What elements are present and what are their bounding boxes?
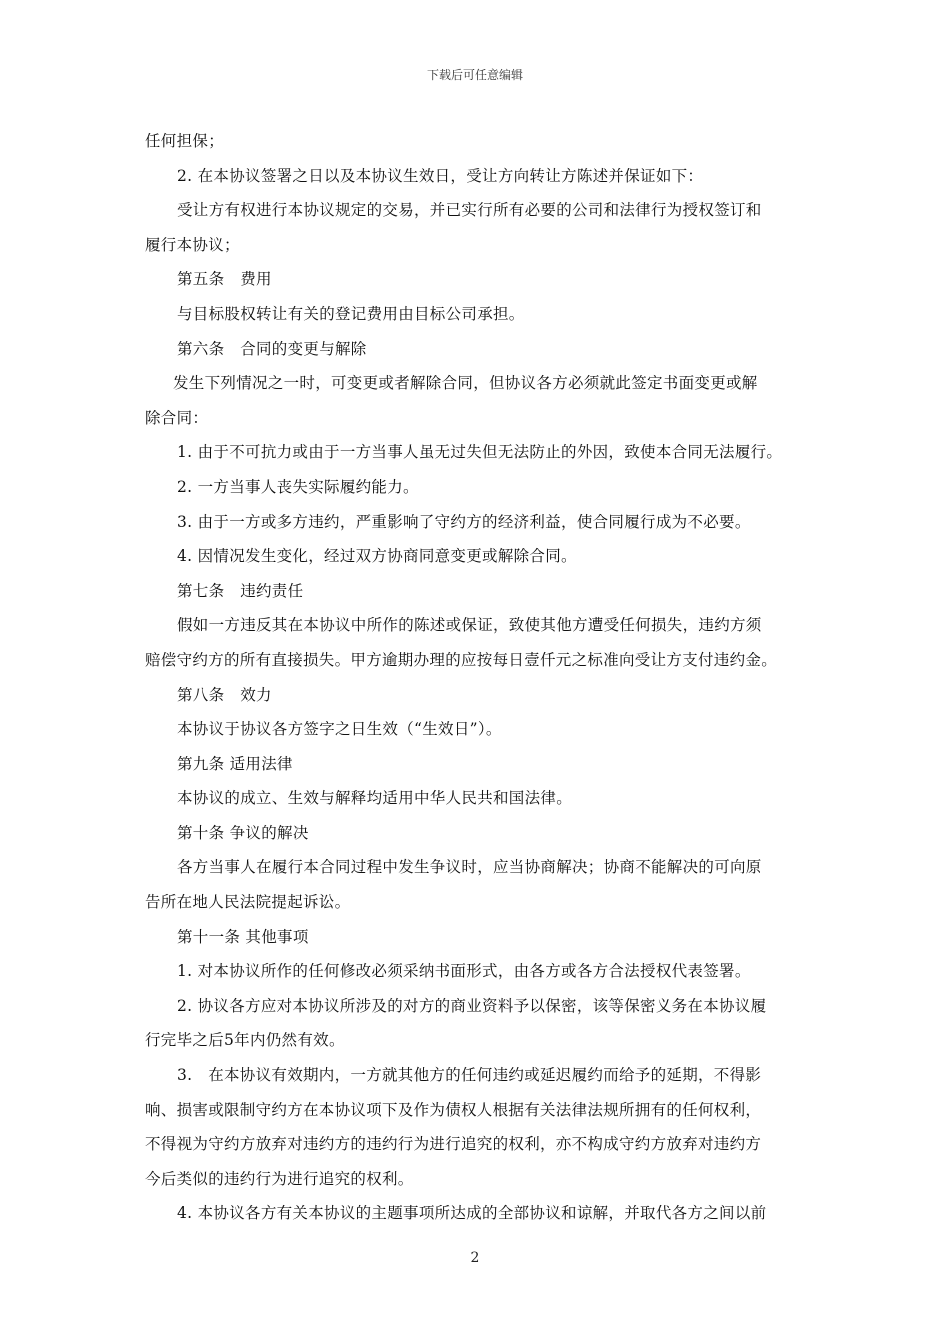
text-line: 行完毕之后5年内仍然有效。: [145, 1031, 345, 1050]
text-line: 不得视为守约方放弃对违约方的违约行为进行追究的权利，亦不构成守约方放弃对违约方: [145, 1135, 762, 1154]
text-line: 3. 由于一方或多方违约，严重影响了守约方的经济利益，使合同履行成为不必要。: [177, 512, 751, 531]
text-line: 1. 由于不可抗力或由于一方当事人虽无过失但无法防止的外因，致使本合同无法履行。: [177, 443, 783, 462]
text-line: 第八条 效力: [177, 685, 272, 704]
page-header: 下载后可任意编辑: [426, 68, 523, 82]
text-line: 与目标股权转让有关的登记费用由目标公司承担。: [177, 304, 525, 323]
text-line: 第六条 合同的变更与解除: [177, 339, 367, 358]
text-line: 第九条 适用法律: [177, 754, 293, 773]
text-line: 本协议的成立、生效与解释均适用中华人民共和国法律。: [177, 789, 573, 808]
text-line: 假如一方违反其在本协议中所作的陈述或保证，致使其他方遭受任何损失，违约方须: [177, 616, 762, 635]
text-line: 告所在地人民法院提起诉讼。: [145, 893, 351, 912]
text-line: 响、损害或限制守约方在本协议项下及作为债权人根据有关法律法规所拥有的任何权利，: [145, 1100, 762, 1119]
document-body: [145, 124, 815, 1231]
text-line: 第五条 费用: [177, 270, 272, 289]
text-line: 发生下列情况之一时，可变更或者解除合同，但协议各方必须就此签定书面变更或解: [173, 374, 758, 393]
text-line: 4. 因情况发生变化，经过双方协商同意变更或解除合同。: [177, 547, 577, 566]
text-line: 2. 在本协议签署之日以及本协议生效日，受让方向转让方陈述并保证如下：: [177, 166, 704, 185]
text-line: 2. 协议各方应对本协议所涉及的对方的商业资料予以保密，该等保密义务在本协议履: [177, 996, 767, 1015]
text-line: 2. 一方当事人丧失实际履约能力。: [177, 477, 419, 496]
text-line: 除合同：: [145, 408, 209, 427]
text-line: 4. 本协议各方有关本协议的主题事项所达成的全部协议和谅解，并取代各方之间以前: [177, 1204, 767, 1223]
text-line: 第十一条 其他事项: [177, 927, 309, 946]
text-line: 履行本协议；: [145, 235, 240, 254]
text-line: 今后类似的违约行为进行追究的权利。: [145, 1169, 414, 1188]
text-line: 第七条 违约责任: [177, 581, 304, 600]
text-line: 赔偿守约方的所有直接损失。甲方逾期办理的应按每日壹仟元之标准向受让方支付违约金。: [145, 650, 778, 669]
text-line: 本协议于协议各方签字之日生效（“生效日”）。: [177, 720, 502, 739]
text-line: 第十条 争议的解决: [177, 823, 309, 842]
text-line: 3. 在本协议有效期内，一方就其他方的任何违约或延迟履约而给予的延期，不得影: [177, 1066, 762, 1085]
text-line: 各方当事人在履行本合同过程中发生争议时，应当协商解决；协商不能解决的可向原: [177, 858, 762, 877]
text-line: 任何担保；: [145, 132, 225, 150]
page-number: 2: [470, 1250, 480, 1266]
text-line: 1. 对本协议所作的任何修改必须采纳书面形式，由各方或各方合法授权代表签署。: [177, 962, 751, 981]
text-line: 受让方有权进行本协议规定的交易，并已实行所有必要的公司和法律行为授权签订和: [177, 201, 762, 220]
